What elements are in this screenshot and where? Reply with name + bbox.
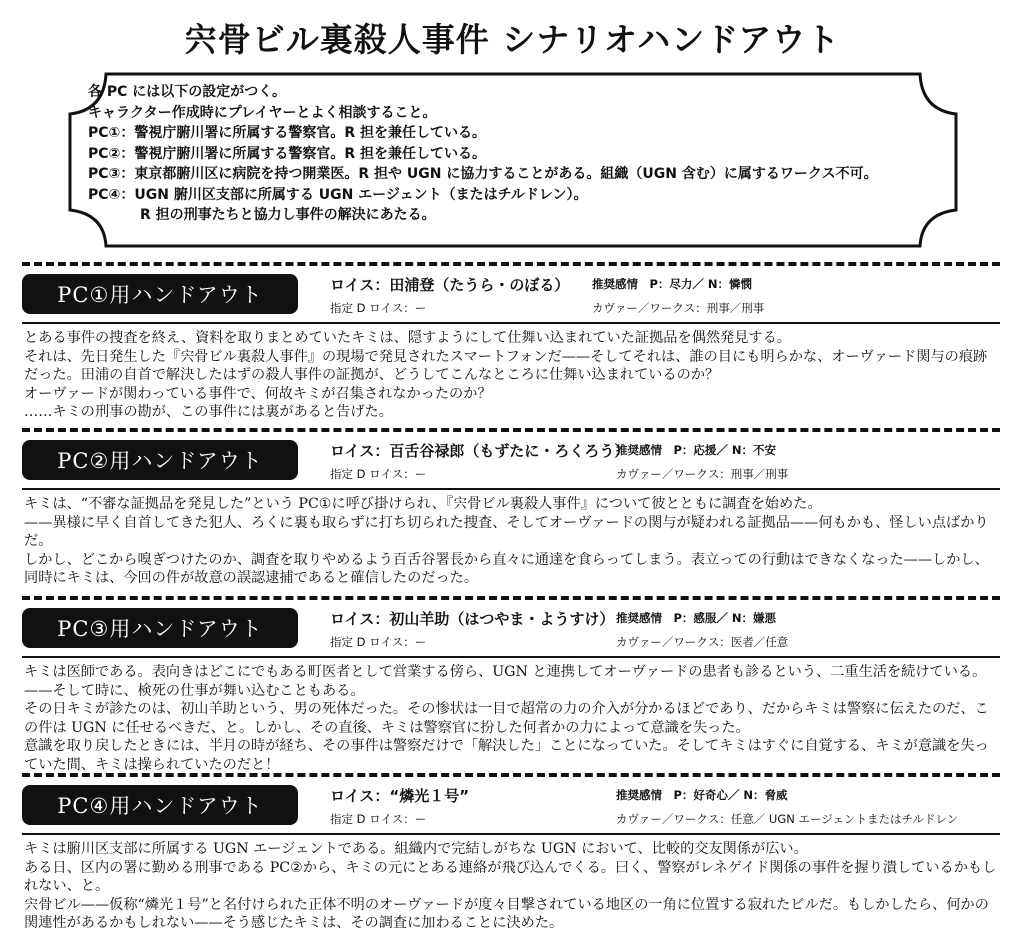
handout-pc3 <box>22 596 1000 774</box>
d-lois: 指定 D ロイス：ー <box>330 635 427 649</box>
body-paragraph: オーヴァードが関わっている事件で、何故キミが召集されなかったのか？ <box>24 385 492 402</box>
body-paragraph: キミは、“不審な証拠品を発見した”という PC①に呼び掛けられ、『宍骨ビル裏殺人事件』について彼とともに調査を始めた。 <box>24 496 822 512</box>
body-paragraph: ——異様に早く自首してきた犯人、ろくに裏も取らずに打ち切られた捜査、そしてオーヴァードの関与が疑われる証拠品——何もかも、怪しい点ばかりだ。 <box>24 514 989 549</box>
emotion: 推奨感情 P：応援／ N：不安 <box>616 443 777 457</box>
body-paragraph: しかし、どこから嗅ぎつけたのか、調査を取りやめるよう百舌谷署長から直々に通達を食らってしまう。表立っての行動はできなくなった——しかし、同時にキミは、今回の件が故意の誤認逮捕であると確信したのだった。 <box>24 551 989 586</box>
handout-label: PC③用ハンドアウト <box>22 608 298 648</box>
handout-label: PC①用ハンドアウト <box>22 274 298 314</box>
solid-divider <box>22 322 1000 324</box>
dashed-divider <box>22 428 1000 432</box>
body-paragraph: とある事件の捜査を終え、資料を取りまとめていたキミは、隠すようにして仕舞い込まれていた証拠品を偶然発見する。 <box>24 330 791 346</box>
emotion: 推奨感情 P：好奇心／ N：脅威 <box>616 788 788 802</box>
intro-line: PC③：東京都腑川区に病院を持つ開業医。R 担や UGN に協力することがある。組織（UGN 含む）に属するワークス不可。 <box>88 166 878 182</box>
lois: ロイス：百舌谷禄郎（もずたに・ろくろう） <box>330 442 630 460</box>
dashed-divider <box>22 596 1000 600</box>
emotion: 推奨感情 P：尽力／ N：憐憫 <box>592 277 753 291</box>
lois: ロイス：田浦登（たうら・のぼる） <box>330 276 570 294</box>
body-paragraph: キミは腑川区支部に所属する UGN エージェントである。組織内で完結しがちな UGN において、比較的交友関係が広い。 <box>24 841 808 857</box>
cover-works: カヴァー／ワークス：医者／任意 <box>616 635 789 649</box>
lois: ロイス：“燐光１号” <box>330 787 470 805</box>
handout-pc2 <box>22 428 1000 588</box>
solid-divider <box>22 656 1000 658</box>
intro-line: キャラクター作成時にプレイヤーとよく相談すること。 <box>88 104 437 121</box>
solid-divider <box>22 488 1000 490</box>
intro-line: PC①：警視庁腑川署に所属する警察官。R 担を兼任している。 <box>88 125 487 141</box>
page-title: 宍骨ビル裏殺人事件 シナリオハンドアウト <box>183 20 841 59</box>
dashed-divider <box>22 773 1000 777</box>
handout-label: PC④用ハンドアウト <box>22 785 298 825</box>
cover-works: カヴァー／ワークス：任意／ UGN エージェントまたはチルドレン <box>616 812 959 826</box>
body-paragraph: その日キミが診たのは、初山羊助という、男の死体だった。その惨状は一目で超常の力の介入が分かるほどであり、だからキミは警察に伝えたのだ、この件は UGN に任せるべきだ、と。しかし、その直後、キミは警察官に扮した何者かの力によって意識を失った。 <box>24 701 989 736</box>
body-paragraph: キミは医師である。表向きはどこにでもある町医者として営業する傍ら、UGN と連携してオーヴァードの患者も診るという、二重生活を続けている。——そして時に、検死の仕事が舞い込むこともある。 <box>24 664 987 699</box>
body-paragraph: それは、先日発生した『宍骨ビル裏殺人事件』の現場で発見されたスマートフォンだ——そしてそれは、誰の目にも明らかな、オーヴァード関与の痕跡だった。田浦の自首で解決したはずの殺人事件の証拠が、どうしてこんなところに仕舞い込まれているのか？ <box>24 348 988 383</box>
solid-divider <box>22 833 1000 835</box>
handout-pc1 <box>22 262 1000 422</box>
handout-pc4 <box>22 773 1000 933</box>
body-paragraph: 宍骨ビル——仮称“燐光１号”と名付けられた正体不明のオーヴァードが度々目撃されている地区の一角に位置する寂れたビルだ。もしかしたら、何かの関連性があるかもしれない——そう感じたキミは、その調査に加わることに決めた。 <box>24 896 989 931</box>
intro-line: PC④：UGN 腑川区支部に所属する UGN エージェント（またはチルドレン）。 <box>88 186 588 203</box>
body-paragraph: 意識を取り戻したときには、半月の時が経ち、その事件は警察だけで「解決した」ことになっていた。そしてキミはすぐに自覚する、キミが意識を失っていた間、キミは操られていたのだと！ <box>24 738 989 773</box>
body-paragraph: ある日、区内の署に勤める刑事である PC②から、キミの元にとある連絡が飛び込んでくる。曰く、警察がレネゲイド関係の事件を握り潰しているかもしれない、と。 <box>24 859 997 894</box>
intro-line: 各 PC には以下の設定がつく。 <box>88 84 287 100</box>
dashed-divider <box>22 262 1000 266</box>
d-lois: 指定 D ロイス：ー <box>330 467 427 481</box>
cover-works: カヴァー／ワークス：刑事／刑事 <box>592 301 765 315</box>
intro-line: PC②：警視庁腑川署に所属する警察官。R 担を兼任している。 <box>88 145 487 162</box>
emotion: 推奨感情 P：感服／ N：嫌悪 <box>616 611 777 625</box>
body-paragraph: ……キミの刑事の勘が、この事件には裏があると告げた。 <box>24 404 393 420</box>
cover-works: カヴァー／ワークス：刑事／刑事 <box>616 467 789 481</box>
handout-label: PC②用ハンドアウト <box>22 440 298 480</box>
d-lois: 指定 D ロイス：ー <box>330 301 427 315</box>
d-lois: 指定 D ロイス：ー <box>330 812 427 826</box>
lois: ロイス：初山羊助（はつやま・ようすけ） <box>330 610 615 628</box>
intro-line: R 担の刑事たちと協力し事件の解決にあたる。 <box>140 207 436 223</box>
pc-settings-box <box>78 70 948 246</box>
